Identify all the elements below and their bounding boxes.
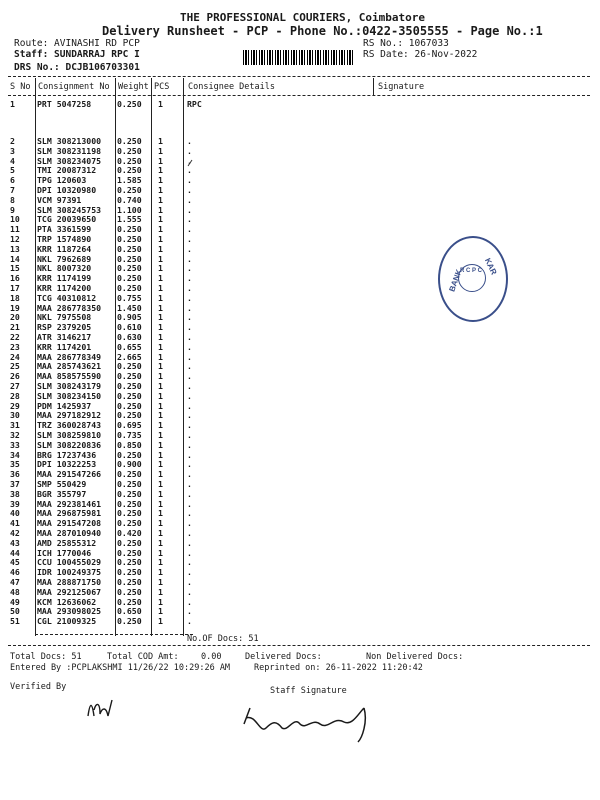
pcs-value: 1 <box>158 469 163 480</box>
weight-value: 0.250 <box>117 567 142 578</box>
col-sno: S No <box>10 82 31 92</box>
consignment-number: MAA 297182912 <box>37 410 102 421</box>
weight-value: 0.250 <box>117 596 142 607</box>
pcs-value: 1 <box>158 361 163 372</box>
weight-value: 0.420 <box>117 528 142 538</box>
consignment-number: MAA 288871750 <box>37 577 102 587</box>
weight-value: 0.250 <box>117 390 142 401</box>
consignment-number: MAA 287010940 <box>37 528 102 538</box>
weight-value: 0.740 <box>117 194 142 205</box>
consignment-number: SLM 308234150 <box>37 390 102 401</box>
weight-value: 0.250 <box>117 283 142 293</box>
consignee-details: . <box>187 175 192 186</box>
row-number: 34 <box>10 449 20 460</box>
consignment-number: MAA 291547208 <box>37 518 102 529</box>
row-number: 44 <box>10 547 20 558</box>
consignee-details: . <box>187 283 192 293</box>
row-number: 21 <box>10 322 20 333</box>
row-number: 6 <box>10 175 15 186</box>
consignee-details: RPC <box>187 99 202 109</box>
consignment-number: KRR 1187264 <box>37 243 92 254</box>
pcs-value: 1 <box>158 390 163 401</box>
consignee-details: . <box>187 312 192 323</box>
row-number: 47 <box>10 577 20 587</box>
consignee-details: . <box>187 243 192 254</box>
weight-value: 0.250 <box>117 243 142 254</box>
pcs-value: 1 <box>158 479 163 489</box>
consignee-details: . <box>187 547 192 558</box>
row-number: 40 <box>10 508 20 519</box>
consignment-number: BGR 355797 <box>37 488 87 499</box>
row-number: 24 <box>10 351 20 362</box>
consignee-details: . <box>187 596 192 607</box>
weight-value: 0.250 <box>117 508 142 519</box>
row-number: 23 <box>10 341 20 352</box>
pcs-value: 1 <box>158 194 163 205</box>
consignee-details: . <box>187 381 192 391</box>
consignee-details: . <box>187 577 192 587</box>
consignee-details: . <box>187 194 192 205</box>
row-number: 8 <box>10 194 15 205</box>
consignee-details: . <box>187 518 192 529</box>
weight-value: 0.250 <box>117 410 142 421</box>
consignee-details: . <box>187 420 192 431</box>
weight-value: 0.250 <box>117 234 142 244</box>
consignee-details: . <box>187 586 192 597</box>
consignment-number: SLM 308259810 <box>37 430 102 440</box>
pcs-value: 1 <box>158 145 163 156</box>
weight-value: 0.250 <box>117 518 142 529</box>
col-weight: Weight <box>118 82 149 92</box>
pcs-value: 1 <box>158 263 163 274</box>
consignee-details: . <box>187 322 192 333</box>
consignee-details: . <box>187 459 192 470</box>
consignee-details: . <box>187 557 192 568</box>
row-number: 22 <box>10 332 20 342</box>
consignment-number: TPG 120603 <box>37 175 87 186</box>
consignment-number: KRR 1174200 <box>37 283 92 293</box>
pcs-value: 1 <box>158 332 163 342</box>
consignment-number: NKL 8007320 <box>37 263 92 274</box>
reprinted-on: Reprinted on: 26-11-2022 11:20:42 <box>254 663 423 673</box>
row-number: 16 <box>10 273 20 284</box>
row-number: 35 <box>10 459 20 470</box>
weight-value: 0.850 <box>117 439 142 450</box>
row-number: 29 <box>10 400 20 411</box>
row-number: 2 <box>10 136 15 146</box>
consignee-details: . <box>187 214 192 225</box>
weight-value: 0.250 <box>117 557 142 568</box>
consignment-number: BRG 17237436 <box>37 449 97 460</box>
consignee-details: . <box>187 273 192 284</box>
consignee-details: . <box>187 606 192 617</box>
staff-signature-label: Staff Signature <box>270 686 347 696</box>
weight-value: 0.755 <box>117 292 142 303</box>
weight-value: 0.250 <box>117 616 142 627</box>
tick-mark <box>186 155 196 168</box>
weight-value: 0.250 <box>117 469 142 480</box>
consignment-number: CGL 21009325 <box>37 616 97 627</box>
rs-date: RS Date: 26-Nov-2022 <box>363 49 478 60</box>
weight-value: 0.250 <box>117 224 142 235</box>
row-number: 19 <box>10 302 20 313</box>
consignment-number: NKL 7962689 <box>37 253 92 264</box>
row-number: 14 <box>10 253 20 264</box>
row-number: 28 <box>10 390 20 401</box>
pcs-value: 1 <box>158 557 163 568</box>
weight-value: 2.665 <box>117 351 142 362</box>
consignment-number: KRR 1174199 <box>37 273 92 284</box>
drs-number: DRS No.: DCJB106703301 <box>14 62 140 73</box>
consignee-details: . <box>187 371 192 382</box>
consignee-details: . <box>187 351 192 362</box>
row-number: 39 <box>10 498 20 509</box>
consignment-number: ATR 3146217 <box>37 332 92 342</box>
pcs-value: 1 <box>158 99 163 109</box>
consignee-details: . <box>187 479 192 489</box>
col-pcs: PCS <box>154 82 170 92</box>
consignment-number: KRR 1174201 <box>37 341 92 352</box>
bank-stamp <box>438 236 508 322</box>
pcs-value: 1 <box>158 292 163 303</box>
col-separator <box>35 78 36 636</box>
weight-value: 0.630 <box>117 332 142 342</box>
consignment-number: SLM 308243179 <box>37 381 102 391</box>
weight-value: 0.250 <box>117 165 142 176</box>
consignee-details: . <box>187 332 192 342</box>
pcs-value: 1 <box>158 488 163 499</box>
consignment-number: DPI 10320980 <box>37 185 97 195</box>
total-cod-label: Total COD Amt: <box>107 652 179 662</box>
weight-value: 1.450 <box>117 302 142 313</box>
consignee-details: . <box>187 410 192 421</box>
row-number: 9 <box>10 204 15 215</box>
consignment-number: MAA 292381461 <box>37 498 102 509</box>
consignee-details: . <box>187 302 192 313</box>
pcs-value: 1 <box>158 498 163 509</box>
consignee-details: . <box>187 430 192 440</box>
consignment-number: ICH 1770046 <box>37 547 92 558</box>
pcs-value: 1 <box>158 577 163 587</box>
pcs-value: 1 <box>158 371 163 382</box>
row-number: 10 <box>10 214 20 225</box>
consignment-number: MAA 296875981 <box>37 508 102 519</box>
consignment-number: MAA 286778349 <box>37 351 102 362</box>
weight-value: 0.250 <box>117 586 142 597</box>
row-number: 46 <box>10 567 20 578</box>
pcs-value: 1 <box>158 430 163 440</box>
weight-value: 0.250 <box>117 136 142 146</box>
pcs-value: 1 <box>158 616 163 627</box>
col-separator <box>151 78 152 636</box>
row-number: 50 <box>10 606 20 617</box>
stamp-right-text: KAR <box>482 256 499 277</box>
runsheet-title: Delivery Runsheet - PCP - Phone No.:0422-3505555 - Page No.:1 <box>102 24 543 38</box>
consignee-details: . <box>187 204 192 215</box>
consignee-details: . <box>187 616 192 627</box>
consignee-details: . <box>187 400 192 411</box>
weight-value: 0.900 <box>117 459 142 470</box>
consignee-details: . <box>187 341 192 352</box>
consignment-number: NKL 7975508 <box>37 312 92 323</box>
consignee-details: . <box>187 234 192 244</box>
consignee-details: . <box>187 165 192 176</box>
weight-value: 1.555 <box>117 214 142 225</box>
pcs-value: 1 <box>158 175 163 186</box>
row-number: 15 <box>10 263 20 274</box>
consignment-number: MAA 858575590 <box>37 371 102 382</box>
barcode-image <box>243 50 353 65</box>
weight-value: 0.250 <box>117 479 142 489</box>
weight-value: 0.250 <box>117 99 142 109</box>
row-number: 17 <box>10 283 20 293</box>
pcs-value: 1 <box>158 283 163 293</box>
col-separator <box>115 78 116 636</box>
weight-value: 0.250 <box>117 381 142 391</box>
consignee-details: . <box>187 508 192 519</box>
weight-value: 0.250 <box>117 371 142 382</box>
entered-by: Entered By :PCPLAKSHMI 11/26/22 10:29:26 AM <box>10 663 231 673</box>
header-top-rule <box>8 76 590 77</box>
weight-value: 0.250 <box>117 577 142 587</box>
row-number: 12 <box>10 234 20 244</box>
company-title: THE PROFESSIONAL COURIERS, Coimbatore <box>180 11 426 24</box>
pcs-value: 1 <box>158 351 163 362</box>
consignee-details: . <box>187 253 192 264</box>
pcs-value: 1 <box>158 586 163 597</box>
weight-value: 0.250 <box>117 449 142 460</box>
consignment-number: TRP 1574890 <box>37 234 92 244</box>
weight-value: 0.250 <box>117 537 142 548</box>
consignment-number: MAA 293098025 <box>37 606 102 617</box>
pcs-value: 1 <box>158 459 163 470</box>
consignee-details: . <box>187 263 192 274</box>
row-number: 7 <box>10 185 15 195</box>
total-cod-value: 0.00 <box>201 652 222 662</box>
pcs-value: 1 <box>158 273 163 284</box>
pcs-value: 1 <box>158 537 163 548</box>
col-separator <box>373 78 374 96</box>
weight-value: 1.585 <box>117 175 142 186</box>
consignee-details: . <box>187 224 192 235</box>
row-number: 38 <box>10 488 20 499</box>
col-consignee-details: Consignee Details <box>188 82 275 92</box>
pcs-value: 1 <box>158 567 163 578</box>
pcs-value: 1 <box>158 234 163 244</box>
consignee-details: . <box>187 136 192 146</box>
pcs-value: 1 <box>158 185 163 195</box>
verified-by: Verified By <box>10 682 67 692</box>
row-number: 26 <box>10 371 20 382</box>
row-number: 11 <box>10 224 20 235</box>
consignee-details: . <box>187 155 192 166</box>
consignee-details: . <box>187 292 192 303</box>
consignment-number: MAA 285743621 <box>37 361 102 372</box>
verifier-initials <box>82 694 122 724</box>
pcs-value: 1 <box>158 547 163 558</box>
pcs-value: 1 <box>158 214 163 225</box>
pcs-value: 1 <box>158 253 163 264</box>
pcs-value: 1 <box>158 508 163 519</box>
consignee-details: . <box>187 439 192 450</box>
total-docs: Total Docs: 51 <box>10 652 82 662</box>
header-bottom-rule <box>8 95 590 96</box>
pcs-value: 1 <box>158 341 163 352</box>
row-number: 27 <box>10 381 20 391</box>
row-number: 33 <box>10 439 20 450</box>
row-number: 42 <box>10 528 20 538</box>
consignment-number: RSP 2379205 <box>37 322 92 333</box>
consignment-number: KCM 12636062 <box>37 596 97 607</box>
row-number: 37 <box>10 479 20 489</box>
consignment-number: IDR 100249375 <box>37 567 102 578</box>
consignment-number: PRT 5047258 <box>37 99 92 109</box>
consignment-number: SLM 308231198 <box>37 145 102 156</box>
row-number: 48 <box>10 586 20 597</box>
rs-number: RS No.: 1067033 <box>363 38 449 49</box>
row-number: 31 <box>10 420 20 431</box>
consignment-number: TMI 20087312 <box>37 165 97 176</box>
stamp-left-text: BANK <box>447 268 464 293</box>
consignee-details: . <box>187 145 192 156</box>
consignment-number: PTA 3361599 <box>37 224 92 235</box>
consignee-details: . <box>187 498 192 509</box>
consignment-number: SLM 308213000 <box>37 136 102 146</box>
row-number: 30 <box>10 410 20 421</box>
pcs-value: 1 <box>158 302 163 313</box>
staff-signature <box>236 694 386 744</box>
row-number: 1 <box>10 99 15 109</box>
footer-rule <box>8 645 590 646</box>
weight-value: 0.250 <box>117 400 142 411</box>
col-separator <box>183 78 184 636</box>
consignee-details: . <box>187 390 192 401</box>
row-number: 32 <box>10 430 20 440</box>
consignment-number: VCM 97391 <box>37 194 82 205</box>
weight-value: 0.250 <box>117 547 142 558</box>
consignee-details: . <box>187 361 192 372</box>
stamp-center-text: R C P C <box>460 268 482 274</box>
pcs-value: 1 <box>158 322 163 333</box>
weight-value: 0.655 <box>117 341 142 352</box>
row-number: 25 <box>10 361 20 372</box>
row-number: 20 <box>10 312 20 323</box>
consignment-number: MAA 292125067 <box>37 586 102 597</box>
pcs-value: 1 <box>158 136 163 146</box>
pcs-value: 1 <box>158 381 163 391</box>
non-delivered-docs: Non Delivered Docs: <box>366 652 464 662</box>
row-number: 18 <box>10 292 20 303</box>
pcs-value: 1 <box>158 224 163 235</box>
row-number: 41 <box>10 518 20 529</box>
col-consignment: Consignment No <box>38 82 110 92</box>
row-number: 45 <box>10 557 20 568</box>
consignee-details: . <box>187 528 192 538</box>
consignment-number: SLM 308245753 <box>37 204 102 215</box>
weight-value: 0.905 <box>117 312 142 323</box>
pcs-value: 1 <box>158 410 163 421</box>
consignment-number: SMP 550429 <box>37 479 87 489</box>
row-number: 5 <box>10 165 15 176</box>
weight-value: 0.250 <box>117 253 142 264</box>
consignment-number: MAA 286778350 <box>37 302 102 313</box>
staff-label: Staff: SUNDARRAJ RPC I <box>14 49 140 60</box>
pcs-value: 1 <box>158 518 163 529</box>
pcs-value: 1 <box>158 439 163 450</box>
consignee-details: . <box>187 185 192 195</box>
pcs-value: 1 <box>158 204 163 215</box>
weight-value: 0.250 <box>117 361 142 372</box>
pcs-value: 1 <box>158 400 163 411</box>
row-number: 43 <box>10 537 20 548</box>
weight-value: 1.100 <box>117 204 142 215</box>
consignment-number: PDM 1425937 <box>37 400 92 411</box>
weight-value: 0.610 <box>117 322 142 333</box>
consignment-number: TCG 20039650 <box>37 214 97 225</box>
weight-value: 0.250 <box>117 145 142 156</box>
consignment-number: SLM 308220836 <box>37 439 102 450</box>
pcs-value: 1 <box>158 312 163 323</box>
pcs-value: 1 <box>158 165 163 176</box>
consignee-details: . <box>187 469 192 480</box>
row-number: 3 <box>10 145 15 156</box>
pcs-value: 1 <box>158 596 163 607</box>
table-bottom-rule <box>35 634 193 635</box>
weight-value: 0.250 <box>117 263 142 274</box>
consignment-number: CCU 100455029 <box>37 557 102 568</box>
consignee-details: . <box>187 449 192 460</box>
consignment-number: DPI 10322253 <box>37 459 97 470</box>
consignment-number: TCG 40310812 <box>37 292 97 303</box>
weight-value: 0.650 <box>117 606 142 617</box>
weight-value: 0.250 <box>117 155 142 166</box>
row-number: 36 <box>10 469 20 480</box>
row-number: 4 <box>10 155 15 166</box>
weight-value: 0.250 <box>117 185 142 195</box>
consignment-number: SLM 308234075 <box>37 155 102 166</box>
delivered-docs: Delivered Docs: <box>245 652 322 662</box>
route-label: Route: AVINASHI RD PCP <box>14 38 140 49</box>
row-number: 49 <box>10 596 20 607</box>
col-signature: Signature <box>378 82 425 92</box>
row-number: 13 <box>10 243 20 254</box>
consignment-number: TRZ 360028743 <box>37 420 102 431</box>
weight-value: 0.695 <box>117 420 142 431</box>
pcs-value: 1 <box>158 155 163 166</box>
pcs-value: 1 <box>158 449 163 460</box>
weight-value: 0.735 <box>117 430 142 440</box>
consignee-details: . <box>187 567 192 578</box>
pcs-value: 1 <box>158 420 163 431</box>
pcs-value: 1 <box>158 606 163 617</box>
pcs-value: 1 <box>158 243 163 254</box>
row-number: 51 <box>10 616 20 627</box>
consignee-details: . <box>187 488 192 499</box>
weight-value: 0.250 <box>117 273 142 284</box>
consignment-number: AMD 25855312 <box>37 537 97 548</box>
consignee-details: . <box>187 537 192 548</box>
weight-value: 0.250 <box>117 498 142 509</box>
no-of-docs: No.OF Docs: 51 <box>187 634 259 644</box>
pcs-value: 1 <box>158 528 163 538</box>
weight-value: 0.250 <box>117 488 142 499</box>
consignment-number: MAA 291547266 <box>37 469 102 480</box>
